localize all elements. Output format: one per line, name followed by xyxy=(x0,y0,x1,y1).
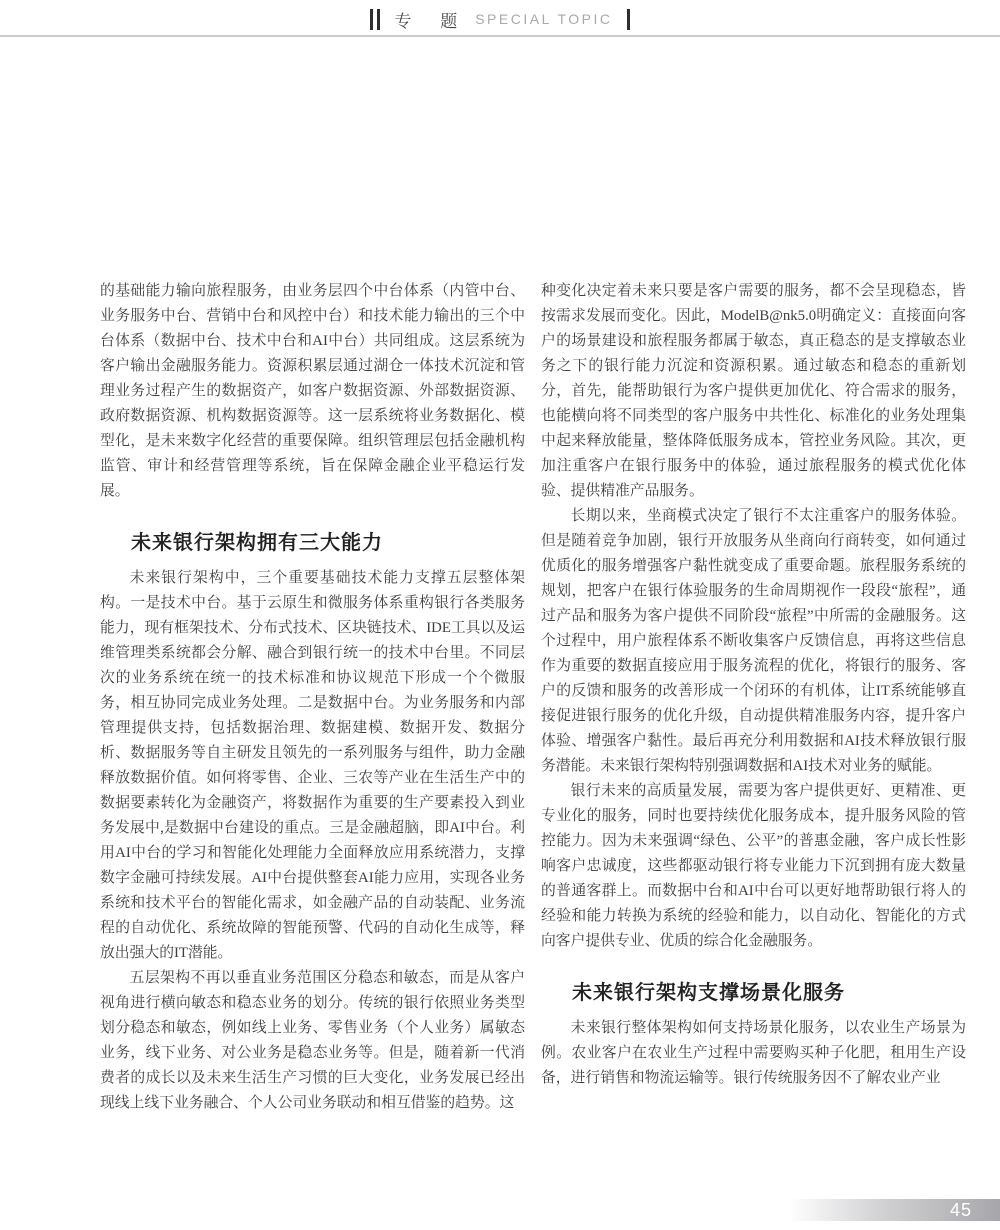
page-number-bar xyxy=(788,1199,1000,1221)
header-divider xyxy=(0,35,1000,37)
paragraph: 长期以来，坐商模式决定了银行不太注重客户的服务体验。但是随着竞争加剧，银行开放服务从坐商向行商转变，如何通过优质化的服务增强客户黏性就变成了重要命题。旅程服务系统的规划，把客户在银行体验服务的生命周期视作一段段“旅程”，通过产品和服务为客户提供不同阶段“旅程”中所需的金融服务。这个过程中，用户旅程体系不断收集客户反馈信息，再将这些信息作为重要的数据直接应用于服务流程的优化，将银行的服务、客户的反馈和服务的改善形成一个闭环的有机体，让IT系统能够直接促进银行服务的优化升级，自动提供精准服务内容，提升客户体验、增强客户黏性。最后再充分利用数据和AI技术释放银行服务潜能。未来银行架构特别强调数据和AI技术对业务的赋能。 xyxy=(541,508,966,774)
left-column xyxy=(100,279,525,1116)
single-bar-icon xyxy=(627,9,630,30)
header-title-en: SPECIAL TOPIC xyxy=(475,11,613,27)
paragraph: 未来银行架构中，三个重要基础技术能力支撑五层整体架构。一是技术中台。基于云原生和微服务体系重构银行各类服务能力，现有框架技术、分布式技术、区块链技术、IDE工具以及运维管理类系统都会分解、融合到银行统一的技术中台里。不同层次的业务系统在统一的技术标准和协议规范下形成一个个微服务，相互协同完成业务处理。二是数据中台。为业务服务和内部管理提供支持，包括数据治理、数据建模、数据开发、数据分析、数据服务等自主研发且领先的一系列服务与组件，助力金融释放数据价值。如何将零售、企业、三农等产业在生活生产中的数据要素转化为金融资产，将数据作为重要的生产要素投入到业务发展中,是数据中台建设的重点。三是金融超脑，即AI中台。利用AI中台的学习和智能化处理能力全面释放应用系统潜力，支撑数字金融可持续发展。AI中台提供整套AI能力应用，实现各业务系统和技术平台的智能化需求，如金融产品的自动装配、业务流程的自动优化、系统故障的智能预警、代码的自动化生成等，释放出强大的IT潜能。 xyxy=(100,570,525,961)
article-body xyxy=(100,279,966,1116)
paragraph: 未来银行整体架构如何支持场景化服务，以农业生产场景为例。农业客户在农业生产过程中需要购买种子化肥，租用生产设备，进行销售和物流运输等。银行传统服务因不了解农业产业 xyxy=(541,1020,966,1086)
section-heading: 未来银行架构支撑场景化服务 xyxy=(572,982,845,1004)
page-number: 45 xyxy=(949,1199,972,1220)
paragraph: 种变化决定着未来只要是客户需要的服务，都不会呈现稳态，皆按需求发展而变化。因此，ModelB@nk5.0明确定义：直接面向客户的场景建设和旅程服务都属于敏态，真正稳态的是支撑敏态业务之下的银行能力沉淀和资源积累。通过敏态和稳态的重新划分，首先，能帮助银行为客户提供更加优化、符合需求的服务，也能横向将不同类型的客户服务中共性化、标准化的业务处理集中起来释放能量，整体降低服务成本，管控业务风险。其次，更加注重客户在银行服务中的体验，通过旅程服务的模式优化体验、提供精准产品服务。 xyxy=(541,283,966,499)
section-heading: 未来银行架构拥有三大能力 xyxy=(131,532,383,554)
header-title-cn: 专 题 xyxy=(394,11,470,31)
paragraph: 的基础能力输向旅程服务，由业务层四个中台体系（内管中台、业务服务中台、营销中台和风控中台）和技术能力输出的三个中台体系（数据中台、技术中台和AI中台）共同组成。这层系统为客户输出金融服务能力。资源积累层通过湖仓一体技术沉淀和管理业务过程产生的数据资产，如客户数据资源、外部数据资源、政府数据资源、机构数据资源等。这一层系统将业务数据化、模型化，是未来数字化经营的重要保障。组织管理层包括金融机构监管、审计和经营管理等系统，旨在保障金融企业平稳运行发展。 xyxy=(100,283,525,499)
right-column xyxy=(541,279,966,1116)
paragraph: 银行未来的高质量发展，需要为客户提供更好、更精准、更专业化的服务，同时也要持续优化服务成本，提升服务风险的管控能力。因为未来强调“绿色、公平”的普惠金融，客户成长性影响客户忠诚度，这些都驱动银行将专业能力下沉到拥有庞大数量的普通客群上。而数据中台和AI中台可以更好地帮助银行将人的经验和能力转换为系统的经验和能力，以自动化、智能化的方式向客户提供专业、优质的综合化金融服务。 xyxy=(541,783,966,949)
double-bar-icon xyxy=(370,9,380,30)
paragraph: 五层架构不再以垂直业务范围区分稳态和敏态，而是从客户视角进行横向敏态和稳态业务的划分。传统的银行依照业务类型划分稳态和敏态，例如线上业务、零售业务（个人业务）属敏态业务，线下业务、对公业务是稳态业务等。但是，随着新一代消费者的成长以及未来生活生产习惯的巨大变化，业务发展已经出现线上线下业务融合、个人公司业务联动和相互借鉴的趋势。这 xyxy=(100,970,525,1111)
page-header xyxy=(0,6,1000,32)
